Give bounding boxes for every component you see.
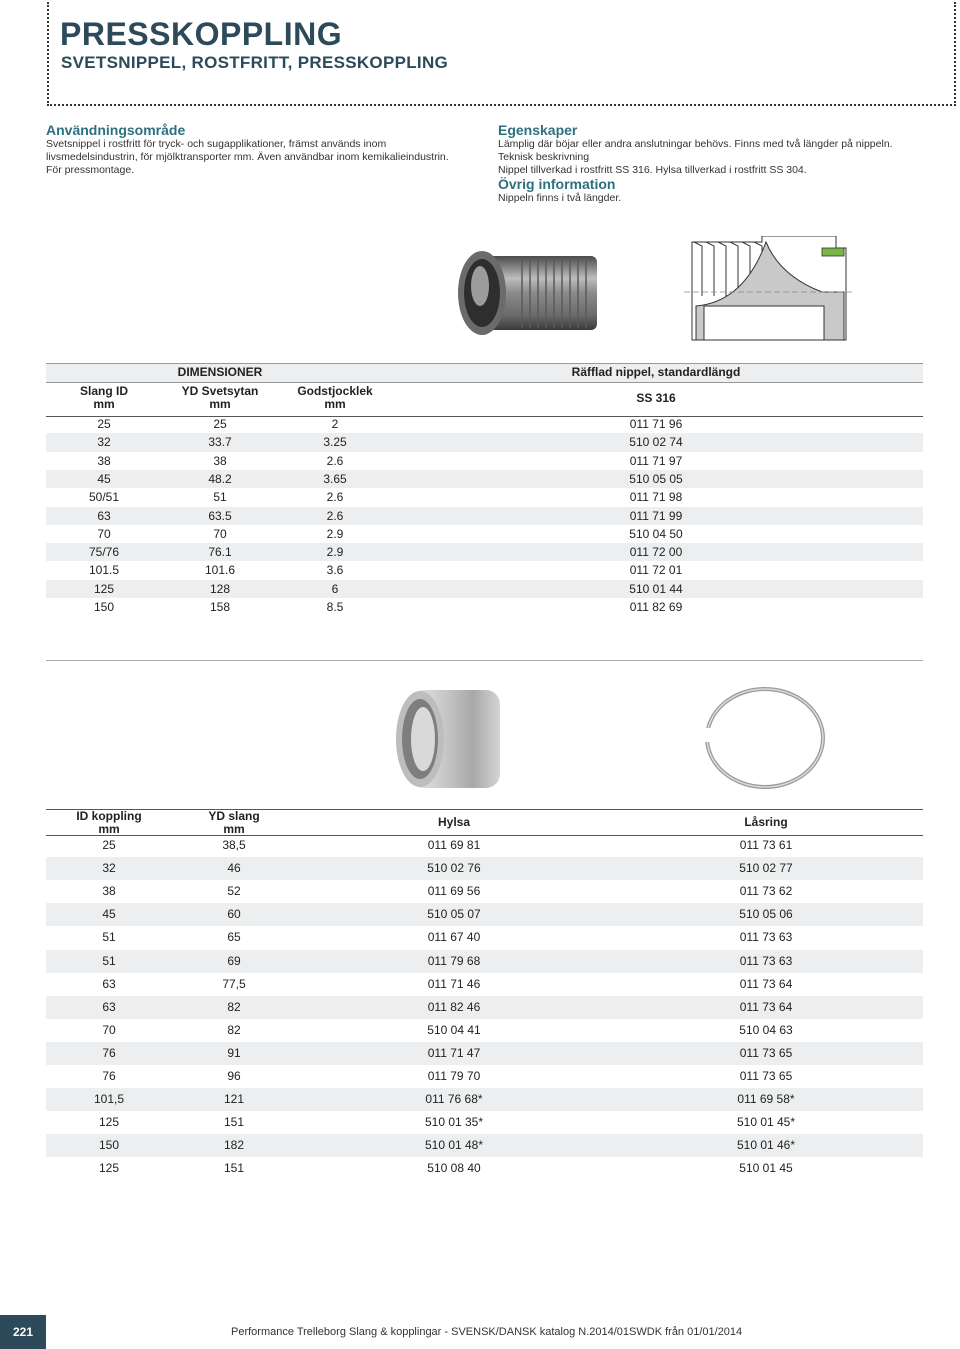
col-wall-thickness [285, 385, 385, 411]
table-cell: 125 [93, 581, 115, 596]
table-cell: 75/76 [88, 545, 120, 560]
table-cell: 011 72 01 [629, 563, 683, 578]
table-row [46, 488, 923, 506]
usage-line: Svetsnippel i rostfritt för tryck- och sugapplikationer, främst används inom [46, 138, 387, 150]
table-cell: 150 [98, 1138, 120, 1153]
table-cell: 011 79 68 [427, 953, 481, 968]
page-title: PRESSKOPPLING [60, 16, 343, 52]
properties-line: Teknisk beskrivning [498, 151, 590, 163]
table-cell: 128 [209, 581, 231, 596]
table-cell: 46 [227, 861, 241, 876]
properties-line: Lämplig där böjar eller andra anslutningar behövs. Finns med två längder på nippeln. [498, 138, 893, 150]
table-cell: 011 67 40 [427, 930, 481, 945]
table-cell: 510 01 45 [739, 1161, 793, 1176]
nipple-table [46, 363, 923, 615]
table-cell: 38 [102, 884, 116, 899]
table-cell: 158 [209, 600, 231, 614]
table-cell: 510 01 44 [629, 581, 683, 596]
table-cell: 70 [97, 526, 111, 541]
table-cell: 63.5 [208, 508, 232, 523]
table-cell: 50/51 [88, 490, 120, 505]
usage-text [46, 138, 449, 177]
table-cell: 151 [223, 1115, 245, 1130]
table-cell: 91 [227, 1045, 241, 1060]
sleeve-table-header [46, 809, 923, 836]
table-row [46, 543, 923, 561]
table-cell: 011 82 46 [427, 999, 481, 1014]
table-cell: 151 [223, 1161, 245, 1176]
properties-text [498, 138, 893, 177]
table-cell: 510 01 35* [424, 1115, 484, 1130]
table-cell: 510 01 46* [736, 1138, 796, 1153]
table-cell: 011 71 97 [629, 453, 683, 468]
table-cell: 69 [227, 953, 241, 968]
table-cell: 76 [102, 1069, 116, 1083]
table-cell: 011 73 64 [739, 999, 793, 1014]
table-row [46, 561, 923, 579]
table-cell: 25 [213, 417, 227, 431]
table-cell: 70 [213, 526, 227, 541]
table-cell: 82 [227, 999, 241, 1014]
table-cell: 510 04 41 [427, 1022, 481, 1037]
table-cell: 011 69 58* [737, 1092, 795, 1107]
nipple-table-group-header [46, 363, 923, 382]
table-cell: 011 72 00 [629, 545, 683, 560]
table-cell: 510 05 05 [629, 471, 683, 486]
table-cell: 76.1 [208, 545, 232, 560]
table-row [46, 903, 923, 926]
col-coupling-id [64, 810, 154, 836]
col-weld-od-unit: mm [209, 397, 231, 411]
table-row [46, 880, 923, 903]
table-cell: 65 [227, 930, 241, 945]
col-wall-thickness-unit: mm [324, 397, 346, 411]
col-coupling-id-unit: mm [98, 822, 120, 836]
other-info-text: Nippeln finns i två längder. [498, 192, 622, 204]
table-cell: 510 02 77 [739, 861, 793, 876]
table-cell: 011 73 62 [739, 884, 793, 899]
table-cell: 3.6 [326, 563, 344, 578]
table-row [46, 1042, 923, 1065]
table-cell: 25 [102, 838, 116, 852]
table-cell: 011 79 70 [427, 1069, 481, 1083]
table-cell: 011 73 65 [739, 1069, 793, 1083]
col-sleeve: Hylsa [437, 815, 471, 829]
table-row [46, 525, 923, 543]
col-hose-od-label: YD slang [208, 809, 260, 823]
footer-text: Performance Trelleborg Slang & kopplingar - SVENSK/DANSK katalog N.2014/01SWDK från 01/01/2014 [231, 1326, 743, 1338]
table-cell: 011 73 63 [739, 930, 793, 945]
table-cell: 32 [97, 435, 111, 450]
table-cell: 8.5 [326, 600, 344, 614]
nipple-table-column-header [46, 382, 923, 417]
table-cell: 510 02 76 [427, 861, 481, 876]
lock-ring-photo [700, 684, 830, 792]
table-cell: 60 [227, 907, 241, 922]
table-cell: 2.9 [326, 545, 344, 560]
table-cell: 25 [97, 417, 111, 431]
table-cell: 52 [227, 884, 241, 899]
table-cell: 70 [102, 1022, 116, 1037]
table-row [46, 1157, 923, 1180]
table-cell: 33.7 [208, 435, 232, 450]
table-cell: 510 08 40 [427, 1161, 481, 1176]
table-cell: 45 [102, 907, 116, 922]
table-cell: 2.9 [326, 526, 344, 541]
table-row [46, 470, 923, 488]
table-cell: 76 [102, 1045, 116, 1060]
table-cell: 3.25 [323, 435, 347, 450]
table-cell: 32 [102, 861, 116, 876]
table-cell: 38 [97, 453, 111, 468]
table-cell: 011 71 47 [427, 1045, 481, 1060]
table-cell: 150 [93, 600, 115, 614]
table-row [46, 1134, 923, 1157]
table-cell: 510 02 74 [629, 435, 683, 450]
table-row [46, 507, 923, 525]
table-cell: 011 69 56 [427, 884, 481, 899]
table-cell: 51 [213, 490, 227, 505]
table-cell: 63 [102, 976, 116, 991]
table-cell: 2.6 [326, 508, 344, 523]
table-row [46, 1111, 923, 1134]
table-cell: 2 [331, 417, 339, 431]
table-row [46, 973, 923, 996]
col-weld-od [165, 385, 275, 411]
table-row [46, 598, 923, 616]
table-cell: 101,5 [93, 1092, 125, 1107]
table-row [46, 452, 923, 470]
usage-line: livsmedelsindustrin, för mjölktransporter mm. Även användbar inom kemikalieindustrin. [46, 151, 449, 163]
properties-line: Nippel tillverkad i rostfritt SS 316. Hylsa tillverkad i rostfritt SS 304. [498, 164, 807, 176]
sleeve-photo [392, 686, 504, 792]
table-cell: 011 76 68* [425, 1092, 483, 1107]
table-cell: 011 71 46 [427, 976, 481, 991]
dimensions-header: DIMENSIONER [177, 365, 263, 379]
table-cell: 82 [227, 1022, 241, 1037]
table-cell: 125 [98, 1161, 120, 1176]
table-cell: 510 05 06 [739, 907, 793, 922]
table-cell: 510 01 45* [736, 1115, 796, 1130]
table-cell: 63 [102, 999, 116, 1014]
table-cell: 101.6 [204, 563, 236, 578]
table-row [46, 1065, 923, 1088]
table-cell: 011 73 65 [739, 1045, 793, 1060]
table-cell: 011 82 69 [629, 600, 683, 614]
table-cell: 011 69 81 [427, 838, 481, 852]
table-cell: 38 [213, 453, 227, 468]
section-divider [46, 660, 923, 661]
table-cell: 011 71 99 [629, 508, 683, 523]
table-cell: 6 [331, 581, 339, 596]
table-cell: 2.6 [326, 453, 344, 468]
nipple-standard-header: Räfflad nippel, standardlängd [571, 365, 741, 379]
col-hose-id-label: Slang ID [79, 384, 128, 398]
table-cell: 48.2 [208, 471, 232, 486]
table-cell: 510 05 07 [427, 907, 481, 922]
table-cell: 101.5 [88, 563, 120, 578]
table-cell: 38,5 [222, 838, 246, 852]
table-cell: 510 04 50 [629, 526, 683, 541]
col-hose-od-unit: mm [223, 822, 245, 836]
table-row [46, 580, 923, 598]
table-row [46, 415, 923, 433]
table-row [46, 1019, 923, 1042]
usage-line: För pressmontage. [46, 164, 135, 176]
table-row [46, 834, 923, 857]
table-row [46, 926, 923, 949]
table-cell: 011 71 96 [629, 417, 683, 431]
table-cell: 77,5 [222, 976, 246, 991]
table-cell: 3.65 [323, 471, 347, 486]
page-number: 221 [0, 1315, 46, 1349]
table-cell: 510 04 63 [739, 1022, 793, 1037]
table-cell: 96 [227, 1069, 241, 1083]
table-cell: 011 73 63 [739, 953, 793, 968]
table-row [46, 857, 923, 880]
table-cell: 182 [223, 1138, 245, 1153]
table-cell: 63 [97, 508, 111, 523]
page-subtitle: SVETSNIPPEL, ROSTFRITT, PRESSKOPPLING [61, 53, 449, 72]
table-row [46, 433, 923, 451]
table-cell: 011 73 61 [739, 838, 793, 852]
table-cell: 2.6 [326, 490, 344, 505]
usage-heading: Användningsområde [46, 122, 186, 138]
other-info-heading: Övrig information [498, 176, 616, 192]
table-cell: 011 73 64 [739, 976, 793, 991]
col-lock-ring: Låsring [744, 815, 788, 829]
nipple-technical-drawing [684, 236, 854, 344]
col-weld-od-label: YD Svetsytan [181, 384, 259, 398]
col-ss316: SS 316 [636, 391, 676, 405]
col-hose-od [189, 810, 279, 836]
col-hose-id-unit: mm [93, 397, 115, 411]
col-hose-id [64, 385, 144, 411]
table-cell: 011 71 98 [629, 490, 683, 505]
col-wall-thickness-label: Godstjocklek [297, 384, 373, 398]
table-row [46, 1088, 923, 1111]
table-cell: 51 [102, 930, 116, 945]
table-cell: 51 [102, 953, 116, 968]
table-row [46, 950, 923, 973]
table-row [46, 996, 923, 1019]
col-coupling-id-label: ID koppling [76, 809, 142, 823]
table-cell: 125 [98, 1115, 120, 1130]
properties-heading: Egenskaper [498, 122, 578, 138]
table-cell: 45 [97, 471, 111, 486]
sleeve-table [46, 809, 923, 1181]
nipple-photo [452, 246, 604, 342]
table-cell: 510 01 48* [424, 1138, 484, 1153]
table-cell: 121 [223, 1092, 245, 1107]
